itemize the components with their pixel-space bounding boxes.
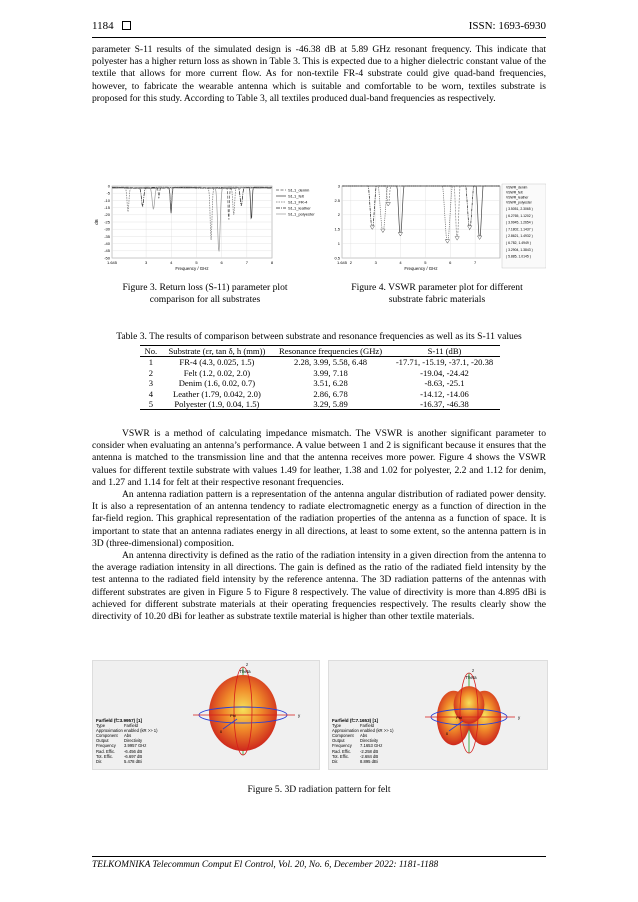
x-tick-label: 1.645 xyxy=(336,260,348,265)
square-icon xyxy=(122,21,131,30)
paragraph-4: An antenna directivity is defined as the ratio of the radiation intensity in a given direction from the antenna to the average radiation intensity in all directions. The gain is defined as the ratio of the radiated field intensity by the test antenna to the radiated field intensity by the reference antenna. The 3D radiation patterns of the antennas with different substrates are given in Figure 5 to Figure 8 respectively. The value of directivity is more than 4.895 dBi is achieved for different substrate materials at their operating frequencies respectively. The results clearly show the directivity of 10.20 dBi for leather as substrate textile material is higher than other textile materials. xyxy=(92,550,546,623)
farfield-row xyxy=(332,759,394,764)
phi-label: Phi xyxy=(230,713,236,718)
y-tick-label: 2.5 xyxy=(334,197,340,203)
farfield-value: -6.697 dB xyxy=(124,753,143,759)
farfield-key: Dir. xyxy=(96,758,103,764)
page-number: 1184 xyxy=(92,20,114,32)
farfield-value: enabled (kR >> 1) xyxy=(124,728,158,734)
x-axis-label: Frequency / GHz xyxy=(404,266,438,271)
header-rule xyxy=(92,37,546,38)
col-no: No. xyxy=(144,346,158,356)
body-text xyxy=(92,428,546,623)
figure-5-left-panel xyxy=(92,660,320,770)
table-row: 1 FR-4 (4.3, 0.025, 1.5) 2.28, 3.99, 5.58, 6.48 -17.71, -15.19, -37.1, -20.38 xyxy=(148,357,494,368)
marker-readout: ( 3.2904, 1.3843 ) xyxy=(506,247,533,252)
farfield-row xyxy=(96,759,158,764)
farfield-key: Approximation xyxy=(96,728,123,734)
y-tick-label: 0 xyxy=(107,183,110,189)
legend-entry: VSWR_denim xyxy=(506,185,528,190)
x-axis-label: x xyxy=(445,731,449,736)
x-tick-label: 5 xyxy=(424,260,427,265)
x-tick-label: 5 xyxy=(195,260,198,265)
col-resonance: Resonance frequencies (GHz) xyxy=(279,346,383,356)
pattern-body xyxy=(209,675,277,751)
farfield-value: Abs xyxy=(360,733,368,739)
farfield-key: Rad. Effic. xyxy=(96,748,116,754)
y-axis-label: y xyxy=(298,713,301,718)
table-row: 5 Polyester (1.9, 0.04, 1.5) 3.29, 5.89 -16.37, -46.38 xyxy=(140,399,500,410)
x-tick-label: 3 xyxy=(144,260,148,265)
farfield-key: Frequency xyxy=(96,743,116,749)
farfield-key: Frequency xyxy=(332,743,352,749)
theta-label: Theta xyxy=(465,675,477,680)
x-tick-label: 2 xyxy=(349,260,352,265)
farfield-value: Farfield xyxy=(124,723,138,729)
farfield-value: Farfield xyxy=(360,723,374,729)
x-tick-label: 1.645 xyxy=(106,260,118,265)
theta-label: Theta xyxy=(239,669,251,674)
farfield-value: Abs xyxy=(124,733,132,739)
y-tick-label: 0.5 xyxy=(334,255,340,261)
legend-entry: S1,1_polyester xyxy=(288,211,315,217)
table-row: 4 Leather (1.79, 0.042, 2.0) 2.86, 6.78 -14.12, -14.06 xyxy=(148,388,469,399)
legend-entry: S1,1_FR-4 xyxy=(288,199,308,205)
x-tick-label: 7 xyxy=(474,260,477,265)
page-header xyxy=(92,20,546,32)
figure-5-right-panel xyxy=(328,660,548,770)
farfield-key: Approximation xyxy=(332,728,359,734)
farfield-value: 5.478 dBi xyxy=(124,758,142,764)
y-axis-label: dB xyxy=(94,219,99,225)
col-substrate: Substrate (εr, tan δ, h (mm)) xyxy=(168,346,266,356)
table-row: 3 Denim (1.6, 0.02, 0.7) 3.51, 6.28 -8.63, -25.1 xyxy=(148,378,465,389)
paragraph-1: parameter S-11 results of the simulated design is -46.38 dB at 5.89 GHz resonant frequency. This indicate that polyester has a higher return loss as shown in Table 3. This is expected due to a higher dielectric constant value of the textile that allows for more current flow. As for non-textile FR-4 substrate could give quad-band frequencies, however, to fabricate the wearable antenna which is suitable and comfortable to be worn, textiles substrate is proposed for this study. According to Table 3, all textiles produced dual-band frequencies as respectively. xyxy=(92,44,546,104)
farfield-key: Type xyxy=(332,723,342,729)
y-tick-label: 3 xyxy=(337,183,340,189)
farfield-value: -6.456 dB xyxy=(124,748,143,754)
farfield-value: -2.684 dB xyxy=(360,753,379,759)
legend-entry: S1,1_denim xyxy=(288,187,310,193)
y-tick-label: -20 xyxy=(104,212,110,218)
y-axis-label: y xyxy=(518,715,521,720)
farfield-key: Output xyxy=(332,738,345,744)
x-tick-label: 3 xyxy=(374,260,377,265)
col-s11: S-11 (dB) xyxy=(427,346,462,356)
footer-citation: TELKOMNIKA Telecommun Comput El Control, Vol. 20, No. 6, December 2022: 1181-1188 xyxy=(92,860,439,870)
x-tick-label: 6 xyxy=(220,260,223,265)
marker-readout: ( 6.2765, 1.1202 ) xyxy=(506,213,533,218)
x-tick-label: 4 xyxy=(170,260,173,265)
farfield-value: Directivity xyxy=(124,738,143,744)
farfield-value: -2.258 dB xyxy=(360,748,379,754)
y-tick-label: 2 xyxy=(337,212,340,218)
table-row: 2 Felt (1.2, 0.02, 2.0) 3.99, 7.18 -19.04, -24.42 xyxy=(148,367,469,378)
figure-3-caption: Figure 3. Return loss (S-11) parameter plot comparison for all substrates xyxy=(122,282,288,305)
farfield-value: 3.9957 GHz xyxy=(124,743,147,749)
y-tick-label: -45 xyxy=(104,248,110,254)
y-tick-label: -40 xyxy=(104,241,110,246)
x-tick-label: 4 xyxy=(399,260,402,265)
figure-4-caption: Figure 4. VSWR parameter plot for different substrate fabric materials xyxy=(351,282,523,305)
z-axis-label: z xyxy=(246,662,249,667)
farfield-value: enabled (kR >> 1) xyxy=(360,728,394,734)
y-tick-label: 1 xyxy=(337,241,340,246)
y-tick-label: -10 xyxy=(104,197,110,203)
marker-readout: ( 2.8621, 1.4932 ) xyxy=(506,234,533,239)
farfield-value: Directivity xyxy=(360,738,379,744)
farfield-info-left: Farfield (f=3.9957) [1] Type Farfield Approximation enabled (kR >> 1) Component Abs Output Directivity Frequency 3.9957 GHz Rad. Effic. -6.456 dB Tot. Effic. -6.697 dB Dir. 5.478 dBi xyxy=(96,718,158,764)
x-tick-label: 7 xyxy=(245,260,248,265)
y-tick-label: -5 xyxy=(106,190,110,196)
legend-entry: VSWR_leather xyxy=(506,195,529,200)
paragraph-3: An antenna radiation pattern is a representation of the antenna angular distribution of radiated power density. It is also a representation of an antenna tendency to radiate electromagnetic energy as a function of direction in the far-field region. This graphical representation of the radiation properties of the antenna as a function of space. It is important to state that an antenna radiates energy in all directions, at least to some extent, so the antenna pattern is in 3D (three-dimensional) composition. xyxy=(92,489,546,549)
phi-label: Phi xyxy=(456,715,462,720)
paragraph-2: VSWR is a method of calculating impedance mismatch. The VSWR is another significant parameter to consider when evaluating an antenna’s performance. A value between 1 and 2 is significant because it ensures that the antenna is matched to the transmission line and that the antenna receives more power. Figure 4 shows the VSWR values for different textile substrate with values 1.49 for leather, 1.38 and 1.02 for polyester, 2.2 and 1.12 for denim, and 1.27 and 1.14 for felt at their respective resonant frequencies. xyxy=(92,428,546,488)
farfield-key: Tot. Effic. xyxy=(96,753,114,759)
x-axis-label: x xyxy=(219,729,223,734)
legend-entry: VSWR_polyester xyxy=(506,200,532,205)
farfield-value: 8.895 dBi xyxy=(360,758,378,764)
farfield-key: Dir. xyxy=(332,758,339,764)
x-axis-label: Frequency / GHz xyxy=(175,266,209,271)
legend-entry: S1,1_felt xyxy=(288,193,304,199)
y-tick-label: -15 xyxy=(104,205,110,210)
farfield-key: Component xyxy=(96,733,118,739)
farfield-key: Tot. Effic. xyxy=(332,753,350,759)
x-tick-label: 6 xyxy=(449,260,452,265)
plot-area xyxy=(342,186,500,258)
table-header-row xyxy=(140,346,500,357)
y-tick-label: -30 xyxy=(104,226,110,232)
issn: ISSN: 1693-6930 xyxy=(468,20,546,32)
marker-readout: ( 5.885, 1.0145 ) xyxy=(506,254,531,259)
marker-readout: ( 6.782, 1.4949 ) xyxy=(506,241,531,245)
figure-5-caption: Figure 5. 3D radiation pattern for felt xyxy=(247,784,391,795)
page-number-box xyxy=(92,20,131,32)
z-axis-label: z xyxy=(472,668,475,673)
y-tick-label: -35 xyxy=(104,233,110,239)
figure-4-chart xyxy=(328,180,546,275)
x-tick-label: 8 xyxy=(270,260,274,265)
farfield-key: Rad. Effic. xyxy=(332,748,352,754)
y-tick-label: -25 xyxy=(104,219,110,225)
table-3-caption: Table 3. The results of comparison between substrate and resonance frequencies as well as its S-11 values xyxy=(116,331,522,342)
marker-readout: ( 3.5051, 2.3065 ) xyxy=(506,207,533,211)
marker-readout: ( 3.9945, 1.2654 ) xyxy=(506,220,533,225)
y-tick-label: -50 xyxy=(104,255,110,261)
farfield-value: 7.1653 GHz xyxy=(360,743,383,749)
farfield-key: Output xyxy=(96,738,109,744)
legend-entry: S1,1_leather xyxy=(288,205,311,211)
farfield-info-right: Farfield (f=7.1653) [1] Type Farfield Approximation enabled (kR >> 1) Component Abs Output Directivity Frequency 7.1653 GHz Rad. Effic. -2.258 dB Tot. Effic. -2.684 dB Dir. 8.895 dBi xyxy=(332,718,394,764)
y-tick-label: 1.5 xyxy=(334,226,340,232)
farfield-key: Type xyxy=(96,723,106,729)
marker-readout: ( 7.1802, 1.1437 ) xyxy=(506,227,533,232)
legend-entry: VSWR_felt xyxy=(506,190,523,195)
figure-3-chart xyxy=(92,180,318,275)
footer-rule xyxy=(92,856,546,857)
farfield-key: Component xyxy=(332,733,354,739)
table-3 xyxy=(140,345,500,410)
